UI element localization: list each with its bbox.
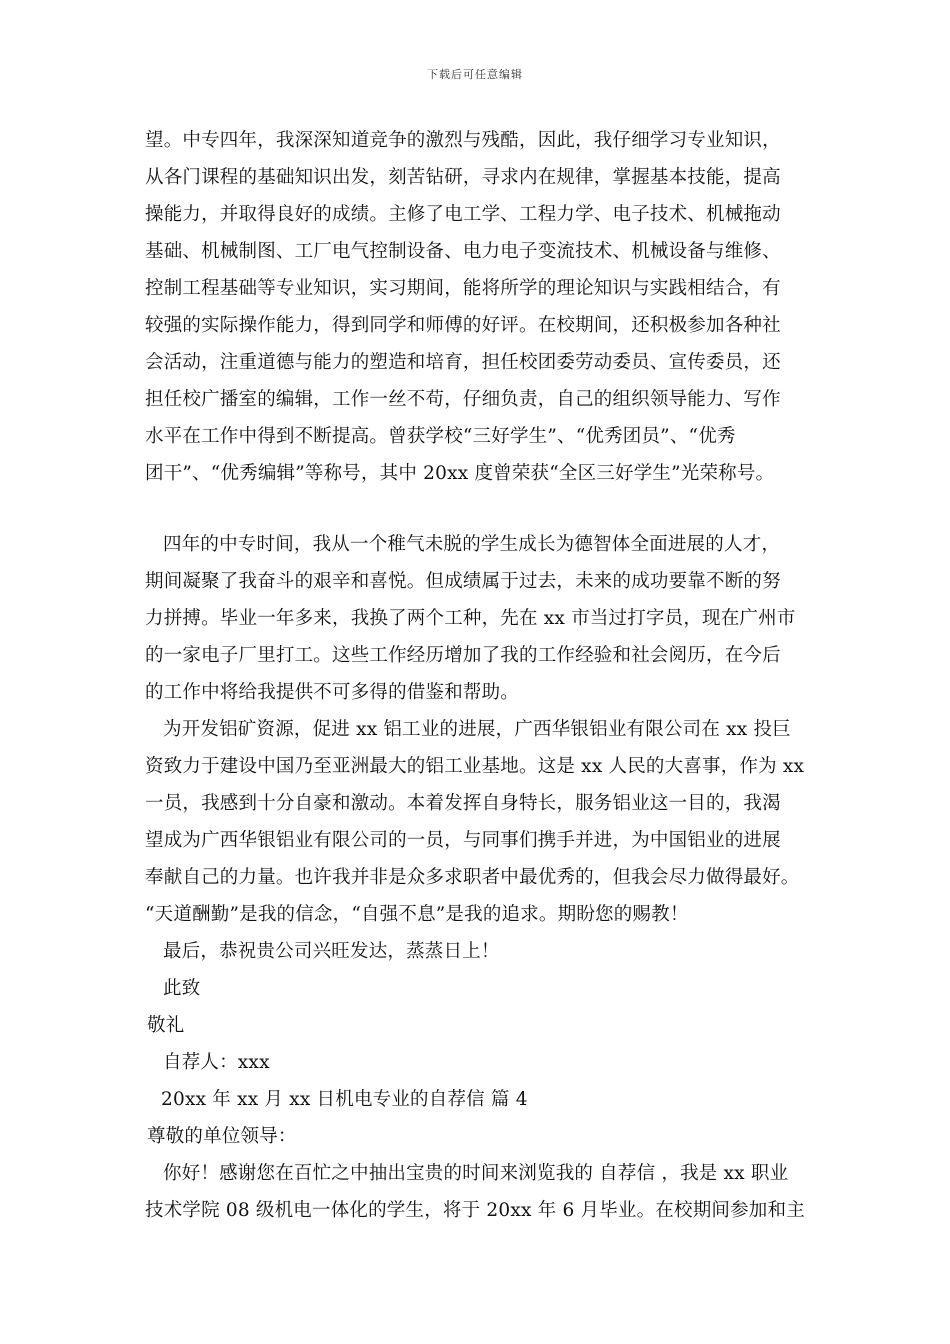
cizhi-line: 此致 (163, 978, 201, 999)
text-line: 水平在工作中得到不断提高。曾获学校“三好学生”、“优秀团员”、“优秀 (145, 426, 736, 447)
text-line: 资致力于建设中国乃至亚洲最大的铝工业基地。这是 xx 人民的大喜事，作为 xx (145, 756, 805, 777)
text-line: 操能力，并取得良好的成绩。主修了电工学、工程力学、电子技术、机械拖动 (145, 204, 781, 225)
paragraph-3 (145, 711, 825, 933)
text-line: 奉献自己的力量。也许我并非是众多求职者中最优秀的，但我会尽力做得最好。 (145, 867, 800, 888)
date-title-line: 20xx 年 xx 月 xx 日机电专业的自荐信 篇 4 (161, 1089, 528, 1110)
text-line: 你好！感谢您在百忙之中抽出宝贵的时间来浏览我的 自荐信 ，我是 xx 职业 (163, 1163, 789, 1184)
paragraph-4 (145, 1155, 825, 1229)
text-line: 基础、机械制图、工厂电气控制设备、电力电子变流技术、机械设备与维修、 (145, 241, 781, 262)
text-line: 的工作中将给我提供不可多得的借鉴和帮助。 (145, 682, 520, 703)
text-line: “天道酬勤”是我的信念，“自强不息”是我的追求。期盼您的赐教！ (145, 904, 689, 925)
jingli-line: 敬礼 (147, 1015, 185, 1036)
paragraph-gap (145, 492, 825, 526)
text-line: 四年的中专时间，我从一个稚气未脱的学生成长为德智体全面进展的人才， (163, 534, 781, 555)
page-header: 下载后可任意编辑 (427, 68, 523, 81)
text-line: 为开发铝矿资源，促进 xx 铝工业的进展，广西华银铝业有限公司在 xx 投巨 (163, 719, 791, 740)
text-line: 控制工程基础等专业知识，实习期间，能将所学的理论知识与实践相结合，有 (145, 278, 781, 299)
signer-line: 自荐人：xxx (163, 1052, 270, 1073)
text-line: 团干”、“优秀编辑”等称号，其中 20xx 度曾荣获“全区三好学生”光荣称号。 (145, 463, 775, 484)
salutation-line: 尊敬的单位领导： (147, 1126, 297, 1147)
text-line: 从各门课程的基础知识出发，刻苦钻研，寻求内在规律，掌握基本技能，提高 (145, 167, 781, 188)
text-line: 期间凝聚了我奋斗的艰辛和喜悦。但成绩属于过去，未来的成功要靠不断的努 (145, 571, 781, 592)
text-line: 技术学院 08 级机电一体化的学生，将于 20xx 年 6 月毕业。在校期间参加和主 (145, 1200, 805, 1221)
text-line: 力拼搏。毕业一年多来，我换了两个工种，先在 xx 市当过打字员，现在广州市 (145, 608, 796, 629)
text-line: 担任校广播室的编辑，工作一丝不苟，仔细负责，自己的组织领导能力、写作 (145, 389, 781, 410)
text-line: 会活动，注重道德与能力的塑造和培育，担任校团委劳动委员、宣传委员，还 (145, 352, 781, 373)
text-line: 望成为广西华银铝业有限公司的一员，与同事们携手并进，为中国铝业的进展 (145, 830, 781, 851)
text-line: 一员，我感到十分自豪和激动。本着发挥自身特长，服务铝业这一目的，我渴 (145, 793, 781, 814)
document-body (145, 122, 825, 1229)
text-line: 的一家电子厂里打工。这些工作经历增加了我的工作经验和社会阅历，在今后 (145, 645, 781, 666)
paragraph-2 (145, 526, 825, 711)
closing-line: 最后，恭祝贵公司兴旺发达，蒸蒸日上！ (163, 941, 500, 962)
text-line: 望。中专四年，我深深知道竞争的激烈与残酷，因此，我仔细学习专业知识， (145, 130, 781, 151)
paragraph-1 (145, 122, 825, 492)
text-line: 较强的实际操作能力，得到同学和师傅的好评。在校期间，还积极参加各种社 (145, 315, 781, 336)
